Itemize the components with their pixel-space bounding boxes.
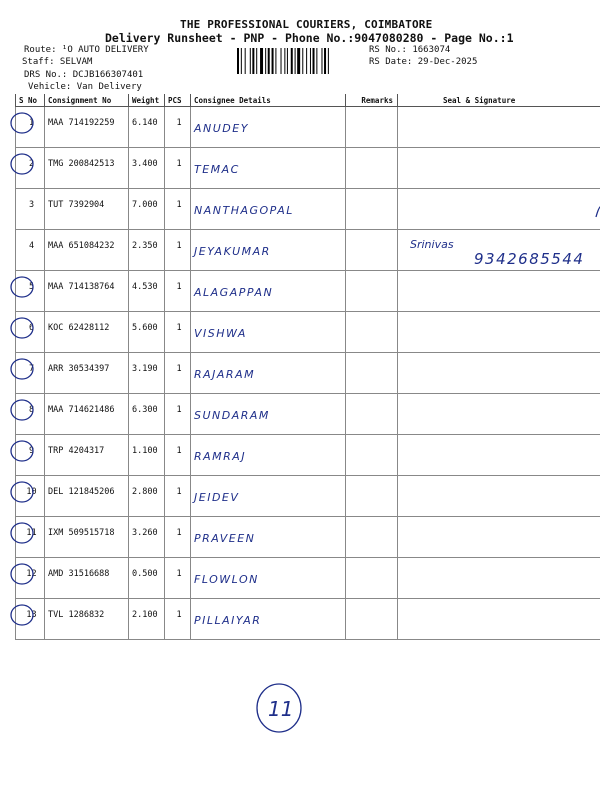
cell-consignee xyxy=(191,271,346,312)
consignee-name: NANTHAGOPAL xyxy=(194,204,294,217)
cell-consignment-no: TUT 7392904 xyxy=(45,189,129,230)
serial-circle-mark xyxy=(8,274,36,300)
barcode-bar xyxy=(313,48,315,74)
barcode-bar xyxy=(291,48,293,74)
route-label: Route: ¹O AUTO DELIVERY xyxy=(24,45,149,55)
cell-signature xyxy=(398,394,600,435)
column-header-pcs: PCS xyxy=(165,94,191,107)
cell-weight: 7.000 xyxy=(129,189,165,230)
cell-signature xyxy=(398,312,600,353)
cell-consignment-no: DEL 121845206 xyxy=(45,476,129,517)
cell-remarks xyxy=(346,353,398,394)
table-row xyxy=(16,271,600,312)
cell-consignment-no: MAA 651084232 xyxy=(45,230,129,271)
barcode-bar xyxy=(265,48,266,74)
runsheet-table xyxy=(15,94,600,640)
cell-pcs: 1 xyxy=(165,353,191,394)
consignee-name: FLOWLON xyxy=(194,573,259,586)
cell-signature xyxy=(398,271,600,312)
cell-pcs: 1 xyxy=(165,599,191,640)
consignee-name: RAMRAJ xyxy=(194,450,247,463)
table-row xyxy=(16,312,600,353)
barcode-bar xyxy=(272,48,274,74)
cell-signature xyxy=(398,476,600,517)
table-row xyxy=(16,189,600,230)
column-header-consignment: Consignment No xyxy=(45,94,129,107)
cell-signature xyxy=(398,107,600,148)
cell-consignee xyxy=(191,189,346,230)
cell-remarks xyxy=(346,312,398,353)
barcode-bar xyxy=(275,48,276,74)
consignee-name: PRAVEEN xyxy=(194,532,256,545)
cell-weight: 4.530 xyxy=(129,271,165,312)
cell-remarks xyxy=(346,394,398,435)
barcode-bar xyxy=(260,48,263,74)
cell-consignee xyxy=(191,107,346,148)
cell-sno: 1 xyxy=(16,107,45,148)
cell-remarks xyxy=(346,517,398,558)
cell-pcs: 1 xyxy=(165,394,191,435)
cell-consignee xyxy=(191,476,346,517)
barcode-bar xyxy=(241,48,242,74)
cell-pcs: 1 xyxy=(165,476,191,517)
cell-consignment-no: IXM 509515718 xyxy=(45,517,129,558)
table-header-row xyxy=(16,94,600,107)
barcode-bar xyxy=(256,48,257,74)
barcode-bar xyxy=(295,48,296,74)
consignee-name: RAJARAM xyxy=(194,368,256,381)
cell-sno: 6 xyxy=(16,312,45,353)
runsheet-subtitle: Delivery Runsheet - PNP - Phone No.:9047080280 - Page No.:1 xyxy=(105,31,514,45)
cell-weight: 2.100 xyxy=(129,599,165,640)
serial-circle-mark xyxy=(8,151,36,177)
cell-consignment-no: MAA 714138764 xyxy=(45,271,129,312)
table-row xyxy=(16,435,600,476)
cell-consignee xyxy=(191,558,346,599)
barcode-bar xyxy=(281,48,282,74)
vehicle-label: Vehicle: Van Delivery xyxy=(28,82,142,92)
cell-sno: 11 xyxy=(16,517,45,558)
barcode-bar xyxy=(321,48,322,74)
barcode-bar xyxy=(297,48,300,74)
table-row xyxy=(16,353,600,394)
cell-pcs: 1 xyxy=(165,271,191,312)
consignee-name: SUNDARAM xyxy=(194,409,270,422)
cell-pcs: 1 xyxy=(165,312,191,353)
cell-consignment-no: TVL 1286832 xyxy=(45,599,129,640)
cell-weight: 6.140 xyxy=(129,107,165,148)
barcode-image xyxy=(237,48,365,74)
cell-weight: 6.300 xyxy=(129,394,165,435)
cell-weight: 3.260 xyxy=(129,517,165,558)
serial-circle-mark xyxy=(8,356,36,382)
cell-remarks xyxy=(346,107,398,148)
cell-sno: 7 xyxy=(16,353,45,394)
barcode-bar xyxy=(324,48,326,74)
column-header-consignee: Consignee Details xyxy=(191,94,346,107)
cell-pcs: 1 xyxy=(165,435,191,476)
cell-consignee xyxy=(191,435,346,476)
barcode-bar xyxy=(284,48,285,74)
column-header-weight: Weight xyxy=(129,94,165,107)
cell-sno: 13 xyxy=(16,599,45,640)
cell-weight: 3.190 xyxy=(129,353,165,394)
cell-remarks xyxy=(346,558,398,599)
column-header-remarks: Remarks xyxy=(346,94,398,107)
cell-pcs: 1 xyxy=(165,558,191,599)
serial-circle-mark xyxy=(8,397,36,423)
cell-weight: 5.600 xyxy=(129,312,165,353)
signature-mark xyxy=(588,189,600,229)
cell-pcs: 1 xyxy=(165,230,191,271)
cell-consignee xyxy=(191,148,346,189)
table-row xyxy=(16,599,600,640)
cell-consignment-no: TRP 4204317 xyxy=(45,435,129,476)
cell-signature xyxy=(398,353,600,394)
cell-pcs: 1 xyxy=(165,189,191,230)
rs-number-label: RS No.: 1663074 xyxy=(369,45,451,55)
barcode-bar xyxy=(310,48,311,74)
column-header-sno: S No xyxy=(16,94,45,107)
cell-signature xyxy=(398,189,600,230)
column-header-signature: Seal & Signature xyxy=(398,94,600,107)
cell-sno: 2 xyxy=(16,148,45,189)
barcode-bar xyxy=(316,48,317,74)
drs-number-label: DRS No.: DCJB166307401 xyxy=(24,70,144,80)
cell-pcs: 1 xyxy=(165,148,191,189)
barcode-bar xyxy=(250,48,251,74)
cell-weight: 3.400 xyxy=(129,148,165,189)
cell-sno: 5 xyxy=(16,271,45,312)
cell-sno: 9 xyxy=(16,435,45,476)
table-row xyxy=(16,107,600,148)
cell-remarks xyxy=(346,230,398,271)
rs-date-label: RS Date: 29-Dec-2025 xyxy=(369,57,478,67)
serial-circle-mark xyxy=(8,438,36,464)
cell-signature xyxy=(398,148,600,189)
cell-remarks xyxy=(346,271,398,312)
cell-signature xyxy=(398,558,600,599)
consignee-name: JEIDEV xyxy=(194,491,240,504)
cell-consignee xyxy=(191,312,346,353)
consignee-name: ANUDEY xyxy=(194,122,249,135)
cell-sno: 3 xyxy=(16,189,45,230)
runsheet-company-title: THE PROFESSIONAL COURIERS, COIMBATORE xyxy=(180,18,433,31)
consignee-name: ALAGAPPAN xyxy=(194,286,274,299)
cell-consignment-no: MAA 714192259 xyxy=(45,107,129,148)
cell-consignee xyxy=(191,230,346,271)
cell-remarks xyxy=(346,599,398,640)
consignee-name: PILLAIYAR xyxy=(194,614,262,627)
table-row xyxy=(16,558,600,599)
cell-consignee xyxy=(191,517,346,558)
handwritten-signee-name: Srinivas xyxy=(410,238,454,251)
barcode-bar xyxy=(268,48,270,74)
cell-pcs: 1 xyxy=(165,517,191,558)
table-row xyxy=(16,394,600,435)
cell-remarks xyxy=(346,476,398,517)
cell-pcs: 1 xyxy=(165,107,191,148)
cell-remarks xyxy=(346,189,398,230)
cell-signature xyxy=(398,435,600,476)
cell-sno: 10 xyxy=(16,476,45,517)
cell-weight: 2.800 xyxy=(129,476,165,517)
handwritten-count: 11 xyxy=(268,697,294,721)
consignee-name: TEMAC xyxy=(194,163,240,176)
handwritten-phone-number: 9342685544 xyxy=(474,250,585,268)
cell-consignment-no: KOC 62428112 xyxy=(45,312,129,353)
cell-consignment-no: ARR 30534397 xyxy=(45,353,129,394)
serial-circle-mark xyxy=(8,561,36,587)
table-row xyxy=(16,148,600,189)
cell-consignee xyxy=(191,394,346,435)
cell-consignee xyxy=(191,599,346,640)
cell-sno: 4 xyxy=(16,230,45,271)
cell-remarks xyxy=(346,435,398,476)
cell-weight: 1.100 xyxy=(129,435,165,476)
barcode-bar xyxy=(306,48,307,74)
barcode-bar xyxy=(328,48,329,74)
serial-circle-mark xyxy=(8,110,36,136)
barcode-bar xyxy=(302,48,303,74)
cell-remarks xyxy=(346,148,398,189)
serial-circle-mark xyxy=(8,520,36,546)
cell-weight: 0.500 xyxy=(129,558,165,599)
serial-circle-mark xyxy=(8,479,36,505)
consignee-name: VISHWA xyxy=(194,327,247,340)
table-row xyxy=(16,517,600,558)
cell-sno: 12 xyxy=(16,558,45,599)
cell-signature xyxy=(398,517,600,558)
cell-weight: 2.350 xyxy=(129,230,165,271)
cell-consignee xyxy=(191,353,346,394)
barcode-bar xyxy=(245,48,246,74)
cell-consignment-no: AMD 31516688 xyxy=(45,558,129,599)
consignee-name: JEYAKUMAR xyxy=(194,245,271,258)
staff-label: Staff: SELVAM xyxy=(22,57,93,67)
barcode-bar xyxy=(287,48,288,74)
cell-sno: 8 xyxy=(16,394,45,435)
table-row xyxy=(16,476,600,517)
cell-consignment-no: MAA 714621486 xyxy=(45,394,129,435)
serial-circle-mark xyxy=(8,602,36,628)
barcode-bar xyxy=(252,48,254,74)
cell-signature xyxy=(398,599,600,640)
serial-circle-mark xyxy=(8,315,36,341)
barcode-bar xyxy=(237,48,239,74)
cell-consignment-no: TMG 200842513 xyxy=(45,148,129,189)
